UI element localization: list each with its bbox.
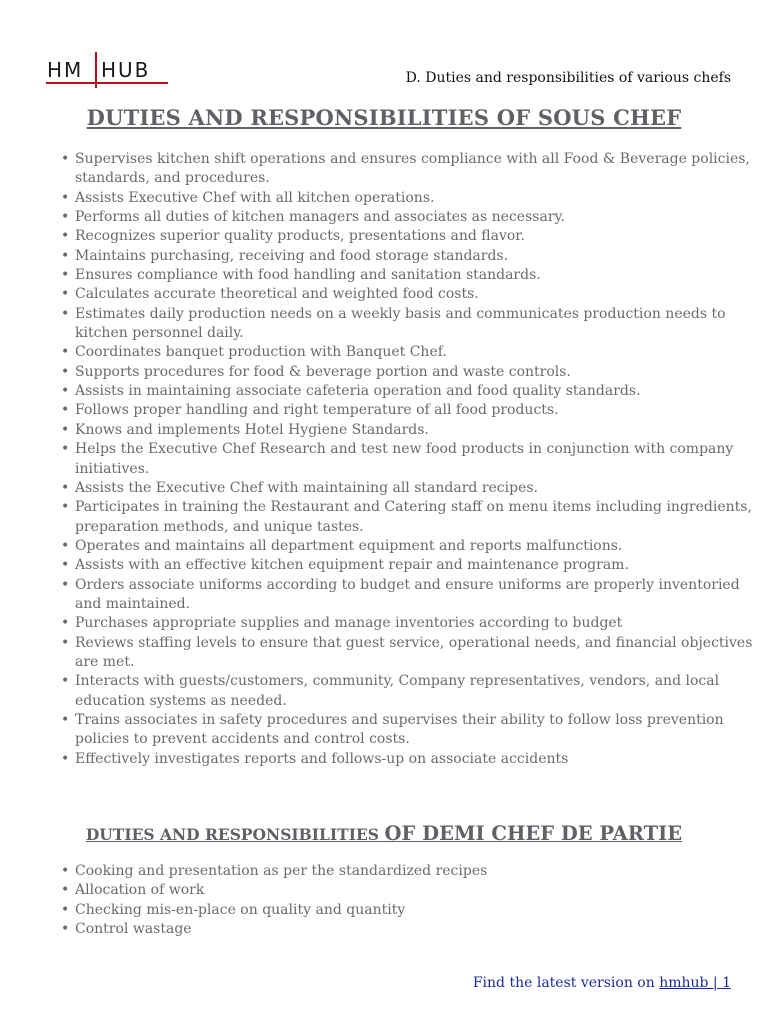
list-item: • Purchases appropriate supplies and manage inventories according to budget: [75, 614, 765, 633]
list-item: • Assists with an effective kitchen equipment repair and maintenance program.: [75, 556, 765, 575]
demi-chef-duties-list: [57, 862, 765, 939]
list-item: • Participates in training the Restaurant and Catering staff on menu items including ingredients, preparation methods, and unique tastes.: [75, 498, 765, 537]
list-item: • Interacts with guests/customers, community, Company representatives, vendors, and local education systems as needed.: [75, 672, 765, 711]
list-item: • Assists Executive Chef with all kitchen operations.: [75, 189, 765, 208]
footer-text: Find the latest version on: [472, 975, 660, 991]
list-item: • Allocation of work: [75, 881, 765, 900]
list-item: • Assists in maintaining associate cafeteria operation and food quality standards.: [75, 382, 765, 401]
list-item: • Trains associates in safety procedures and supervises their ability to follow loss prevention policies to prevent accidents and control costs.: [75, 711, 765, 750]
list-item: • Control wastage: [75, 920, 765, 939]
list-item: • Checking mis-en-place on quality and quantity: [75, 901, 765, 920]
sous-chef-title: DUTIES AND RESPONSIBILITIES OF SOUS CHEF: [86, 105, 682, 130]
list-item: • Supervises kitchen shift operations and ensures compliance with all Food & Beverage policies, standards, and procedures.: [75, 150, 765, 189]
list-item: • Ensures compliance with food handling and sanitation standards.: [75, 266, 765, 285]
header-section-label: D. Duties and responsibilities of various chefs: [405, 70, 731, 86]
demi-chef-title: [0, 822, 768, 845]
list-item: • Estimates daily production needs on a weekly basis and communicates production needs to kitchen personnel daily.: [75, 305, 765, 344]
list-item: • Recognizes superior quality products, presentations and flavor.: [75, 227, 765, 246]
demi-chef-title-part1: DUTIES AND RESPONSIBILITIES: [85, 825, 379, 844]
sous-chef-duties-list: [57, 150, 765, 769]
demi-chef-title-part2: OF DEMI CHEF DE PARTIE: [384, 822, 683, 845]
logo-text-right: HUB: [101, 58, 151, 82]
list-item: • Knows and implements Hotel Hygiene Standards.: [75, 421, 765, 440]
footer-link[interactable]: hmhub | 1: [659, 975, 731, 991]
hmhub-logo: [44, 52, 170, 88]
list-item: • Follows proper handling and right temperature of all food products.: [75, 401, 765, 420]
list-item: • Assists the Executive Chef with maintaining all standard recipes.: [75, 479, 765, 498]
list-item: • Reviews staffing levels to ensure that guest service, operational needs, and financial objectives are met.: [75, 634, 765, 673]
footer: [473, 975, 731, 991]
list-item: • Effectively investigates reports and follows-up on associate accidents: [75, 750, 765, 769]
logo-text-left: HM: [47, 58, 84, 82]
logo-underline: [46, 82, 168, 84]
list-item: • Coordinates banquet production with Banquet Chef.: [75, 343, 765, 362]
list-item: • Performs all duties of kitchen managers and associates as necessary.: [75, 208, 765, 227]
list-item: • Maintains purchasing, receiving and food storage standards.: [75, 247, 765, 266]
list-item: • Supports procedures for food & beverage portion and waste controls.: [75, 363, 765, 382]
list-item: • Helps the Executive Chef Research and test new food products in conjunction with company initiatives.: [75, 440, 765, 479]
list-item: • Operates and maintains all department equipment and reports malfunctions.: [75, 537, 765, 556]
list-item: • Orders associate uniforms according to budget and ensure uniforms are properly inventoried and maintained.: [75, 576, 765, 615]
list-item: • Cooking and presentation as per the standardized recipes: [75, 862, 765, 881]
list-item: • Calculates accurate theoretical and weighted food costs.: [75, 285, 765, 304]
